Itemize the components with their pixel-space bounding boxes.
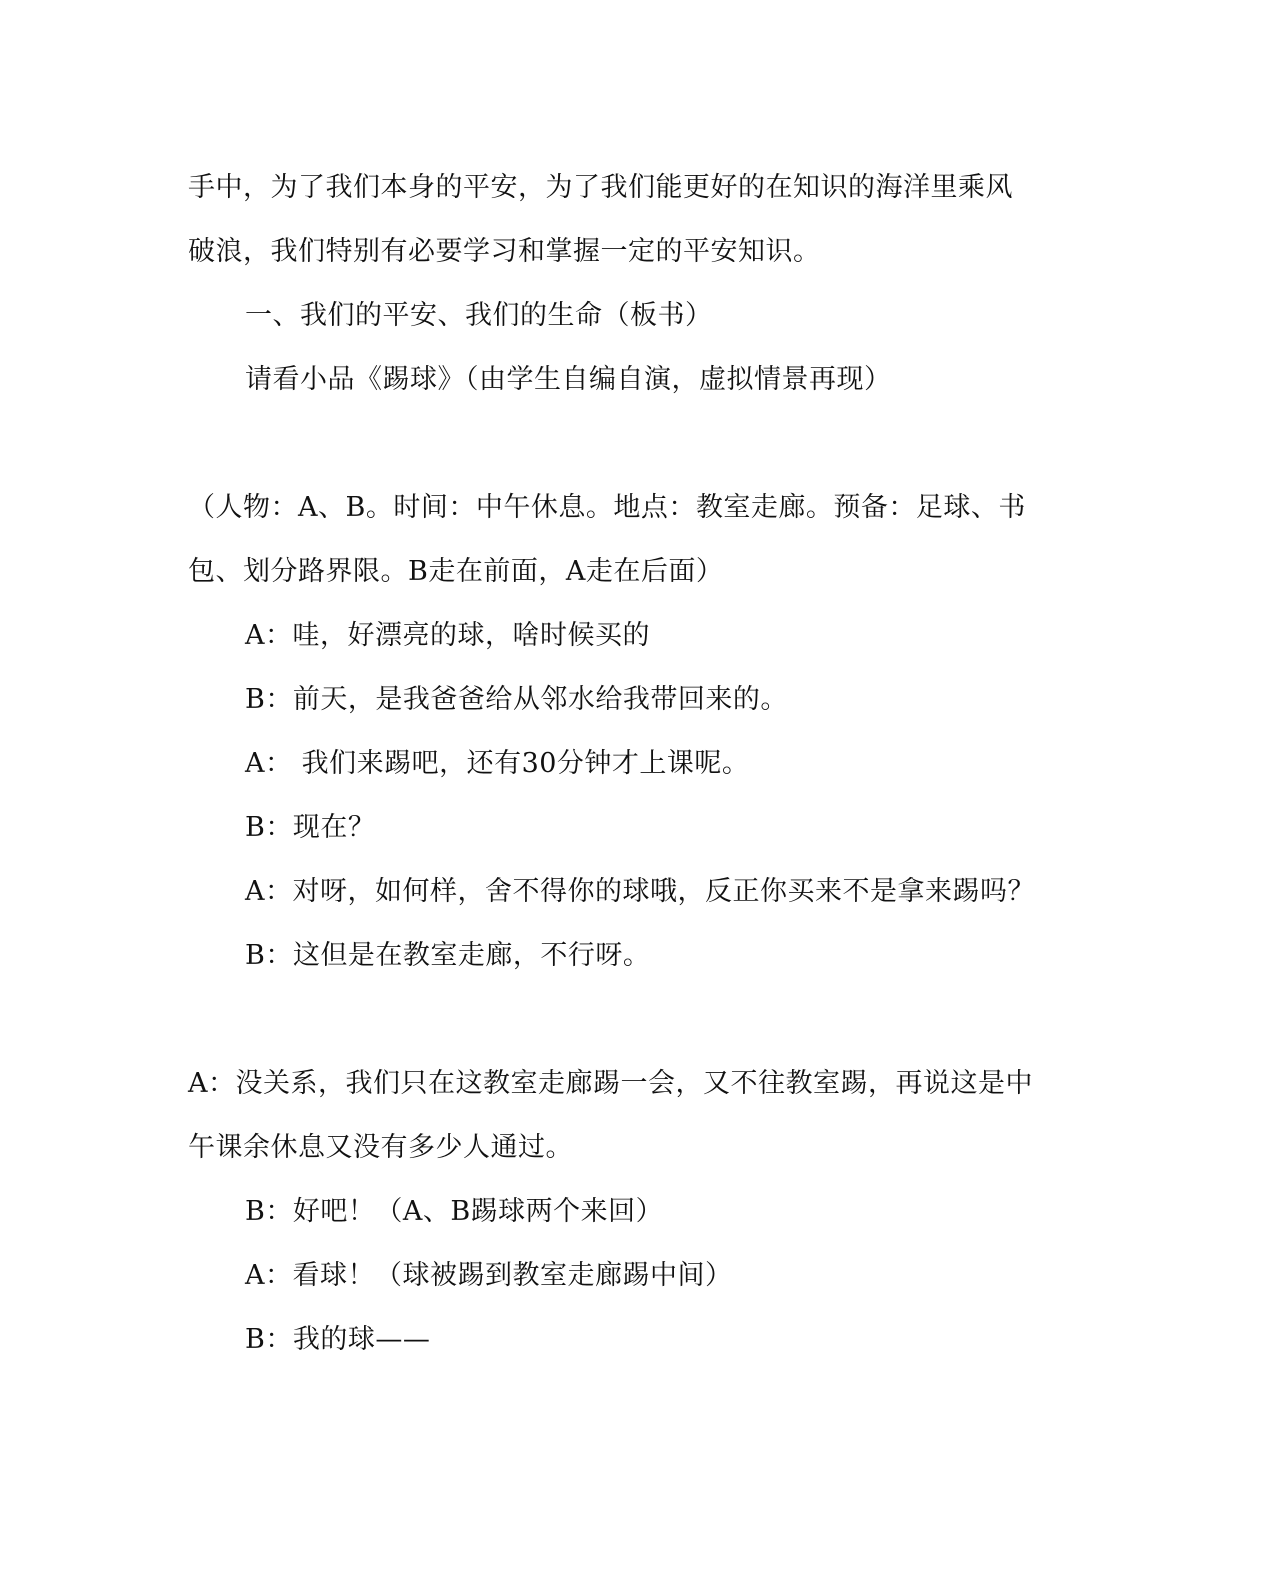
dialogue-line: A： 我们来踢吧，还有30分钟才上课呢。 xyxy=(245,748,750,779)
dialogue-line: A：对呀，如何样，舍不得你的球哦，反正你买来不是拿来踢吗？ xyxy=(245,876,1035,907)
section-heading: 一、我们的平安、我们的生命（板书） xyxy=(245,300,713,331)
stage-direction-line-2: 包、划分路界限。B走在前面，A走在后面） xyxy=(188,556,724,587)
skit-intro: 请看小品《踢球》（由学生自编自演，虚拟情景再现） xyxy=(245,364,892,395)
dialogue-line: B：前天，是我爸爸给从邻水给我带回来的。 xyxy=(245,684,788,715)
dialogue-line: A：看球！（球被踢到教室走廊踢中间） xyxy=(245,1260,733,1291)
paragraph-line-1: 手中，为了我们本身的平安，为了我们能更好的在知识的海洋里乘风 xyxy=(188,172,1013,203)
dialogue-line: A：哇，好漂亮的球，啥时候买的 xyxy=(245,620,650,651)
dialogue-line-wrapped-2: 午课余休息又没有多少人通过。 xyxy=(188,1132,573,1163)
dialogue-line-wrapped-1: A：没关系，我们只在这教室走廊踢一会，又不往教室踢，再说这是中 xyxy=(188,1068,1033,1099)
paragraph-line-2: 破浪，我们特别有必要学习和掌握一定的平安知识。 xyxy=(188,236,821,267)
dialogue-line: B：现在？ xyxy=(245,812,376,843)
dialogue-line: B：这但是在教室走廊，不行呀。 xyxy=(245,940,651,971)
stage-direction-line-1: （人物：A、B。时间：中午休息。地点：教室走廊。预备：足球、书 xyxy=(188,492,1026,523)
dialogue-line: B：我的球—— xyxy=(245,1324,431,1355)
dialogue-line: B：好吧！（A、B踢球两个来回） xyxy=(245,1196,664,1227)
